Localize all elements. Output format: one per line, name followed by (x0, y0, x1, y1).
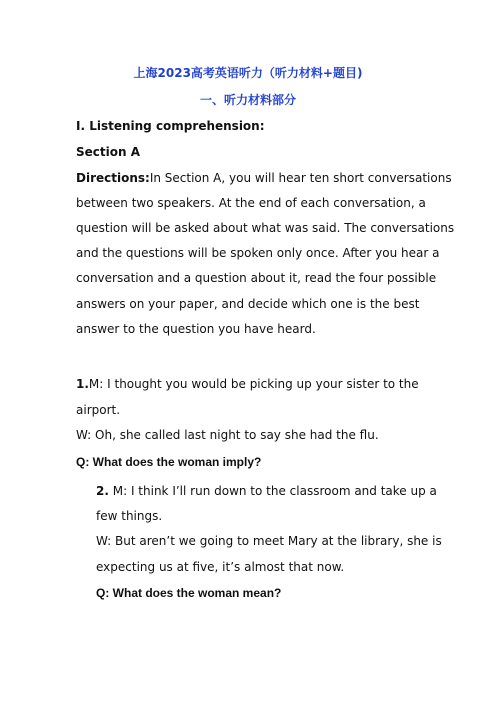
directions-line-7: answer to the question you have heard. (76, 322, 316, 336)
directions-line-6: answers on your paper, and decide which one is the best (76, 297, 420, 311)
q1-text: M: I thought you would be picking up your sister to the (88, 377, 419, 391)
directions-line-3: question will be asked about what was said. The conversations (76, 221, 455, 235)
section-heading: I. Listening comprehension: (76, 119, 265, 133)
directions-text: In Section A, you will hear ten short conversations (149, 171, 452, 185)
q1-number: 1. (76, 377, 89, 391)
q2-line-3: W: But aren’t we going to meet Mary at the library, she is (96, 534, 442, 548)
q2-line-2: few things. (96, 509, 163, 523)
directions-label: Directions: (76, 171, 150, 185)
document-subtitle: 一、听力材料部分 (199, 93, 296, 107)
directions-line-5: conversation and a question about it, read the four possible (76, 271, 437, 285)
document-title: 上海2023高考英语听力（听力材料+题目) (133, 66, 363, 80)
q2-question: Q: What does the woman mean? (96, 586, 282, 600)
directions-line-4: and the questions will be spoken only once. After you hear a (76, 246, 440, 260)
q1-line-2: airport. (76, 403, 121, 417)
q2-text: M: I think I’ll run down to the classroom and take up a (108, 484, 437, 498)
directions-line-2: between two speakers. At the end of each conversation, a (76, 196, 426, 210)
directions-line-1 (76, 170, 452, 186)
q1-question: Q: What does the woman imply? (76, 455, 262, 469)
q2-line-1 (96, 483, 437, 499)
q2-line-4: expecting us at five, it’s almost that now. (96, 560, 345, 574)
q2-number: 2. (96, 484, 109, 498)
section-name: Section A (76, 145, 140, 159)
q1-line-3: W: Oh, she called last night to say she had the flu. (76, 428, 379, 442)
q1-line-1 (76, 376, 419, 392)
